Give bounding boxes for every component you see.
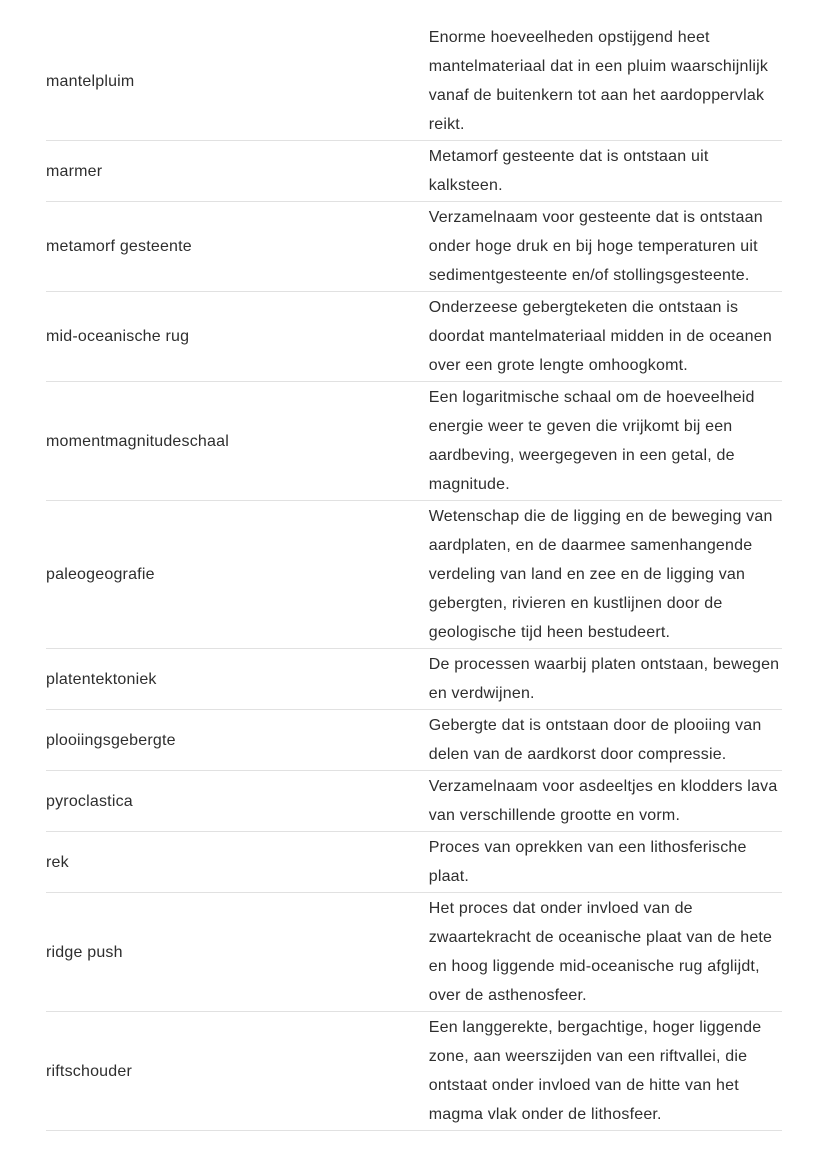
glossary-term: rek <box>46 853 69 871</box>
glossary-row <box>46 1012 782 1131</box>
glossary-term: mantelpluim <box>46 72 135 90</box>
glossary-term: momentmagnitudeschaal <box>46 432 229 450</box>
glossary-term: ridge push <box>46 943 123 961</box>
glossary-row <box>46 710 782 771</box>
glossary-row <box>46 382 782 501</box>
glossary-row <box>46 202 782 292</box>
glossary-term: pyroclastica <box>46 792 133 810</box>
glossary-definition: Een logaritmische schaal om de hoeveelheid energie weer te geven die vrijkomt bij een aardbeving, weergegeven in een getal, de magnitude. <box>428 389 755 493</box>
glossary-term: marmer <box>46 162 103 180</box>
glossary-term: paleogeografie <box>46 566 155 583</box>
glossary-term: plooiingsgebergte <box>46 731 176 749</box>
glossary-rows <box>46 22 782 1131</box>
glossary-definition: Verzamelnaam voor asdeeltjes en klodders lava van verschillende grootte en vorm. <box>428 778 778 824</box>
glossary-definition: Gebergte dat is ontstaan door de plooiing van delen van de aardkorst door compressie. <box>428 717 762 763</box>
glossary-definition: Onderzeese gebergteketen die ontstaan is doordat mantelmateriaal midden in de oceanen over een grote lengte omhoogkomt. <box>428 299 772 374</box>
glossary-definition: Een langgerekte, bergachtige, hoger liggende zone, aan weerszijden van een riftvallei, die ontstaat onder invloed van de hitte van het magma vlak onder de lithosfeer. <box>428 1019 762 1123</box>
glossary-definition: Verzamelnaam voor gesteente dat is ontstaan onder hoge druk en bij hoge temperaturen uit sedimentgesteente en/of stollingsgesteente. <box>428 209 763 284</box>
glossary-term: metamorf gesteente <box>46 238 192 255</box>
glossary-table <box>46 22 782 1131</box>
glossary-term: mid-oceanische rug <box>46 328 190 345</box>
glossary-row <box>46 292 782 382</box>
glossary-definition: De processen waarbij platen ontstaan, bewegen en verdwijnen. <box>428 656 780 702</box>
glossary-row <box>46 141 782 202</box>
glossary-definition: Metamorf gesteente dat is ontstaan uit kalksteen. <box>428 148 709 194</box>
glossary-definition: Enorme hoeveelheden opstijgend heet mantelmateriaal dat in een pluim waarschijnlijk vanaf de buitenkern tot aan het aardoppervlak reikt. <box>428 29 769 133</box>
glossary-row <box>46 771 782 832</box>
glossary-row <box>46 22 782 141</box>
glossary-row <box>46 649 782 710</box>
glossary-definition: Proces van oprekken van een lithosferische plaat. <box>428 839 747 885</box>
glossary-term: platentektoniek <box>46 670 157 688</box>
glossary-row <box>46 893 782 1012</box>
glossary-row <box>46 501 782 649</box>
glossary-row <box>46 832 782 893</box>
glossary-definition: Wetenschap die de ligging en de beweging van aardplaten, en de daarmee samenhangende verdeling van land en zee en de ligging van gebergten, rivieren en kustlijnen door de geologische tijd heen bestudeert. <box>428 508 773 641</box>
glossary-definition: Het proces dat onder invloed van de zwaartekracht de oceanische plaat van de hete en hoog liggende mid-oceanische rug afglijdt, over de asthenosfeer. <box>428 900 773 1004</box>
glossary-term: riftschouder <box>46 1062 132 1080</box>
